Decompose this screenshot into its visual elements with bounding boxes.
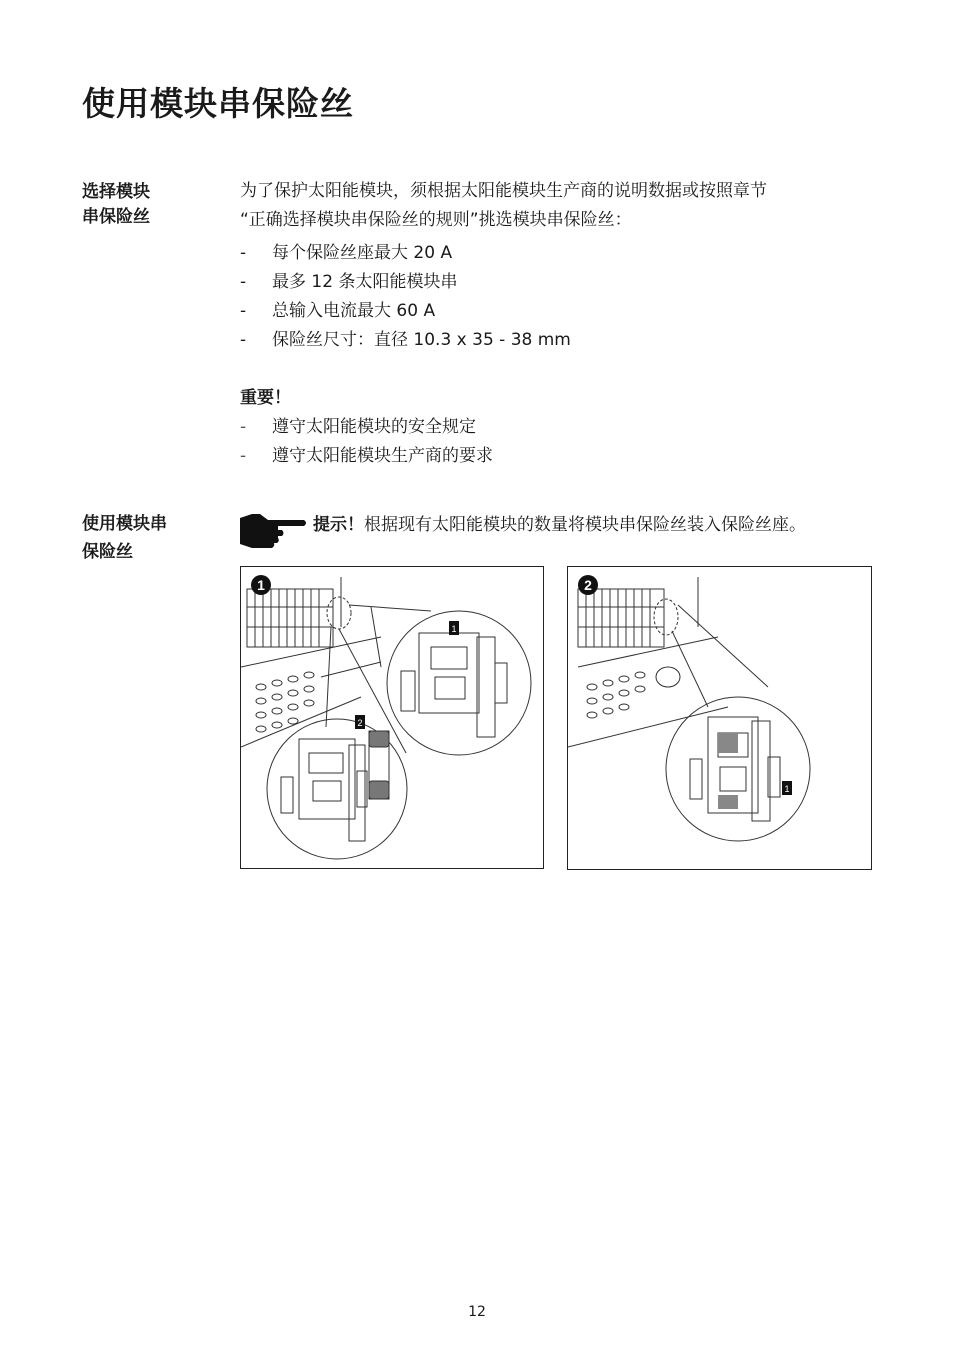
section-label-line: 串保险丝 [82,207,150,227]
page-number: 12 [468,1304,486,1320]
intro-line: “正确选择模块串保险丝的规则”挑选模块串保险丝： [240,210,632,230]
svg-text:2: 2 [584,577,592,593]
section-label-line: 使用模块串 [82,514,167,534]
list-item-text: 总输入电流最大 60 A [272,301,436,321]
hint-text [313,510,806,535]
section-label-select [82,180,212,230]
list-item: - 最多 12 条太阳能模块串 [240,272,458,292]
list-item-text: 最多 12 条太阳能模块串 [272,272,458,292]
figure-number-badge [578,575,598,595]
figure-1-illustration [241,567,543,868]
figure-2-illustration [568,567,871,869]
section-label-line: 保险丝 [82,542,133,562]
page-title: 使用模块串保险丝 [82,84,354,123]
figure-2 [567,566,872,870]
intro-line: 为了保护太阳能模块，须根据太阳能模块生产商的说明数据或按照章节 [240,181,767,201]
list-item: - 遵守太阳能模块的安全规定 [240,417,476,437]
step-label [782,781,792,795]
list-item: - 遵守太阳能模块生产商的要求 [240,446,493,466]
section-label-use [82,510,212,566]
list-item-text: 每个保险丝座最大 20 A [272,243,453,263]
hint-body: 根据现有太阳能模块的数量将模块串保险丝装入保险丝座。 [364,515,806,535]
list-item: - 每个保险丝座最大 20 A [240,243,453,263]
important-heading: 重要！ [240,388,291,408]
pointing-hand-icon [238,508,308,554]
step-label [355,715,365,729]
step-label [449,621,459,635]
svg-text:1: 1 [451,624,457,634]
section-label-line: 选择模块 [82,182,150,202]
list-item-text: 遵守太阳能模块生产商的要求 [272,446,493,466]
svg-text:2: 2 [357,718,363,728]
list-item-text: 保险丝尺寸：直径 10.3 x 35 - 38 mm [272,330,571,350]
figure-1 [240,566,544,869]
list-item-text: 遵守太阳能模块的安全规定 [272,417,476,437]
list-item: - 总输入电流最大 60 A [240,301,436,321]
svg-text:1: 1 [257,577,265,593]
hint-label: 提示！ [313,515,364,535]
svg-text:1: 1 [784,784,790,794]
figure-number-badge [251,575,271,595]
intro-paragraph [240,177,767,235]
list-item: - 保险丝尺寸：直径 10.3 x 35 - 38 mm [240,330,571,350]
